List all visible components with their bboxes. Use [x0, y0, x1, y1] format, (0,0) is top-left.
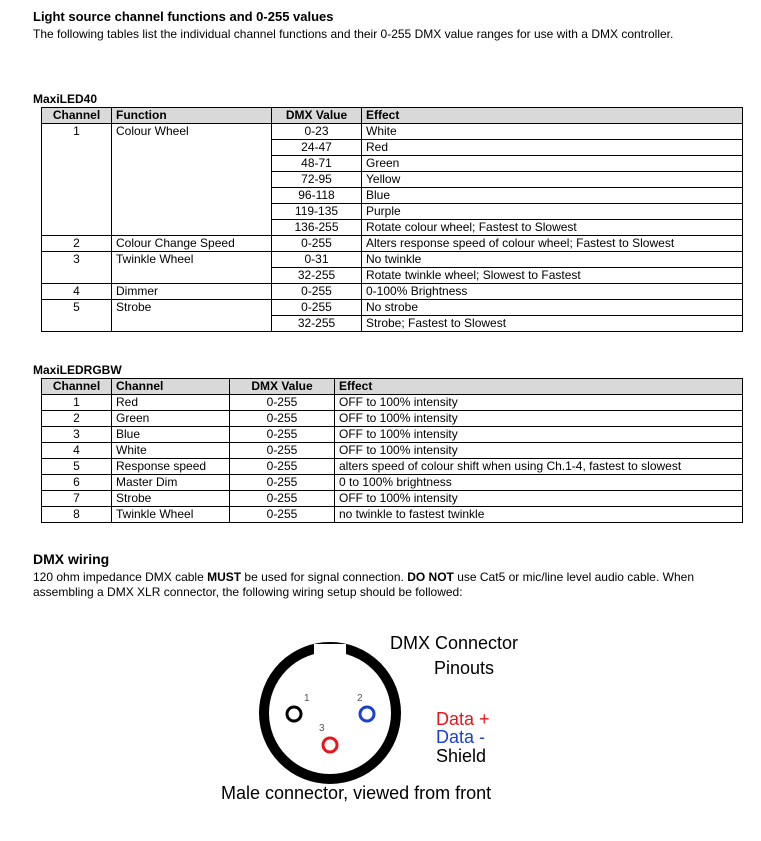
cell-channel: [42, 172, 112, 188]
cell-effect: Alters response speed of colour wheel; Fastest to Slowest: [362, 236, 743, 252]
table-row: [42, 188, 743, 204]
table-row: [42, 491, 743, 507]
header-effect: Effect: [335, 379, 743, 395]
cell-channel: [42, 156, 112, 172]
wiring-text: be used for signal connection.: [241, 570, 408, 584]
cell-channel: 5: [42, 459, 112, 475]
cell-dmx-value: 0-255: [230, 395, 335, 411]
cell-function: Blue: [112, 427, 230, 443]
cell-effect: OFF to 100% intensity: [335, 427, 743, 443]
cell-dmx-value: 96-118: [272, 188, 362, 204]
cell-dmx-value: 0-255: [272, 300, 362, 316]
cell-channel: 7: [42, 491, 112, 507]
table-row: [42, 459, 743, 475]
cell-channel: 2: [42, 236, 112, 252]
intro-paragraph: The following tables list the individual channel functions and their 0-255 DMX value ranges for use with a DMX controller.: [33, 27, 674, 41]
cell-channel: [42, 268, 112, 284]
cell-channel: [42, 140, 112, 156]
pin-3-label: 3: [319, 723, 325, 734]
cell-function: Response speed: [112, 459, 230, 475]
cell-channel: 8: [42, 507, 112, 523]
cell-function: Colour Wheel: [112, 124, 272, 140]
cell-function: [112, 220, 272, 236]
diagram-title-line2: Pinouts: [434, 658, 495, 678]
cell-effect: No twinkle: [362, 252, 743, 268]
table-row: [42, 284, 743, 300]
cell-effect: No strobe: [362, 300, 743, 316]
table-header-row: [42, 108, 743, 124]
cell-effect: Rotate colour wheel; Fastest to Slowest: [362, 220, 743, 236]
section-title: Light source channel functions and 0-255 values: [33, 9, 334, 24]
cell-dmx-value: 32-255: [272, 316, 362, 332]
cell-dmx-value: 0-255: [230, 491, 335, 507]
cell-function: White: [112, 443, 230, 459]
table-row: [42, 124, 743, 140]
cell-dmx-value: 48-71: [272, 156, 362, 172]
table-row: [42, 236, 743, 252]
table-row: [42, 156, 743, 172]
cell-dmx-value: 119-135: [272, 204, 362, 220]
cell-channel: 6: [42, 475, 112, 491]
maxiledrgbw-table: [41, 378, 743, 523]
cell-function: [112, 268, 272, 284]
cell-function: Red: [112, 395, 230, 411]
cell-function: [112, 172, 272, 188]
cell-effect: Rotate twinkle wheel; Slowest to Fastest: [362, 268, 743, 284]
cell-function: [112, 188, 272, 204]
cell-effect: alters speed of colour shift when using Ch.1-4, fastest to slowest: [335, 459, 743, 475]
dmx-wiring-title: DMX wiring: [33, 551, 110, 567]
table-row: [42, 140, 743, 156]
cell-channel: [42, 220, 112, 236]
maxiled40-table: [41, 107, 743, 332]
cell-effect: OFF to 100% intensity: [335, 443, 743, 459]
cell-effect: no twinkle to fastest twinkle: [335, 507, 743, 523]
cell-channel: 1: [42, 395, 112, 411]
cell-dmx-value: 0-255: [230, 443, 335, 459]
diagram-title-line1: DMX Connector: [390, 633, 519, 653]
table-row: [42, 252, 743, 268]
cell-dmx-value: 24-47: [272, 140, 362, 156]
dmx-connector-diagram: [200, 625, 580, 815]
cell-channel: 3: [42, 427, 112, 443]
cell-function: [112, 316, 272, 332]
table-row: [42, 427, 743, 443]
connector-outer-ring: [264, 647, 396, 779]
pin-3-icon: [323, 738, 337, 752]
header-channel-name: Channel: [112, 379, 230, 395]
cell-function: Strobe: [112, 300, 272, 316]
cell-channel: [42, 204, 112, 220]
cell-channel: 5: [42, 300, 112, 316]
cell-effect: 0-100% Brightness: [362, 284, 743, 300]
table-row: [42, 220, 743, 236]
wiring-text: use Cat5 or mic/line level audio cable. When assembling a DMX XLR connector, the following wiring setup should be followed:: [33, 570, 694, 599]
table-row: [42, 411, 743, 427]
header-dmx-value: DMX Value: [272, 108, 362, 124]
cell-dmx-value: 72-95: [272, 172, 362, 188]
wiring-paragraph: [33, 570, 753, 600]
cell-dmx-value: 0-255: [272, 284, 362, 300]
cell-channel: [42, 316, 112, 332]
table1-name: MaxiLED40: [33, 92, 98, 106]
cell-effect: Blue: [362, 188, 743, 204]
cell-function: [112, 204, 272, 220]
cell-function: Twinkle Wheel: [112, 252, 272, 268]
cell-function: Strobe: [112, 491, 230, 507]
cell-effect: OFF to 100% intensity: [335, 395, 743, 411]
cell-dmx-value: 0-255: [230, 459, 335, 475]
cell-function: Dimmer: [112, 284, 272, 300]
table-row: [42, 172, 743, 188]
cell-effect: Green: [362, 156, 743, 172]
table-row: [42, 316, 743, 332]
cell-effect: 0 to 100% brightness: [335, 475, 743, 491]
table2-name: MaxiLEDRGBW: [33, 363, 122, 377]
cell-dmx-value: 0-255: [272, 236, 362, 252]
pin-1-icon: [287, 707, 301, 721]
cell-dmx-value: 0-31: [272, 252, 362, 268]
cell-effect: Yellow: [362, 172, 743, 188]
pin-2-icon: [360, 707, 374, 721]
table-row: [42, 268, 743, 284]
table-row: [42, 204, 743, 220]
cell-dmx-value: 0-255: [230, 507, 335, 523]
cell-function: [112, 140, 272, 156]
legend-data-minus: Data -: [436, 727, 486, 747]
cell-effect: OFF to 100% intensity: [335, 491, 743, 507]
header-function: Function: [112, 108, 272, 124]
cell-dmx-value: 32-255: [272, 268, 362, 284]
cell-dmx-value: 0-255: [230, 427, 335, 443]
cell-channel: 2: [42, 411, 112, 427]
table-header-row: [42, 379, 743, 395]
header-channel: Channel: [42, 108, 112, 124]
table-row: [42, 443, 743, 459]
cell-channel: 4: [42, 284, 112, 300]
cell-function: Master Dim: [112, 475, 230, 491]
cell-channel: 4: [42, 443, 112, 459]
table-row: [42, 300, 743, 316]
table-row: [42, 507, 743, 523]
wiring-text: 120 ohm impedance DMX cable: [33, 570, 208, 584]
cell-function: Colour Change Speed: [112, 236, 272, 252]
pin-2-label: 2: [357, 693, 363, 704]
table-row: [42, 395, 743, 411]
cell-function: Green: [112, 411, 230, 427]
cell-effect: Strobe; Fastest to Slowest: [362, 316, 743, 332]
wiring-emphasis-must: MUST: [207, 570, 242, 584]
legend-shield: Shield: [436, 746, 487, 766]
cell-effect: OFF to 100% intensity: [335, 411, 743, 427]
diagram-caption: Male connector, viewed from front: [221, 783, 492, 803]
cell-channel: 3: [42, 252, 112, 268]
pin-1-label: 1: [304, 693, 310, 704]
cell-effect: Red: [362, 140, 743, 156]
cell-effect: White: [362, 124, 743, 140]
cell-function: Twinkle Wheel: [112, 507, 230, 523]
cell-dmx-value: 136-255: [272, 220, 362, 236]
cell-effect: Purple: [362, 204, 743, 220]
cell-function: [112, 156, 272, 172]
header-effect: Effect: [362, 108, 743, 124]
cell-channel: 1: [42, 124, 112, 140]
wiring-emphasis-do-not: DO NOT: [407, 570, 454, 584]
legend-data-plus: Data +: [436, 709, 490, 729]
cell-dmx-value: 0-255: [230, 411, 335, 427]
cell-dmx-value: 0-255: [230, 475, 335, 491]
cell-channel: [42, 188, 112, 204]
header-channel: Channel: [42, 379, 112, 395]
cell-dmx-value: 0-23: [272, 124, 362, 140]
header-dmx-value: DMX Value: [230, 379, 335, 395]
table-row: [42, 475, 743, 491]
